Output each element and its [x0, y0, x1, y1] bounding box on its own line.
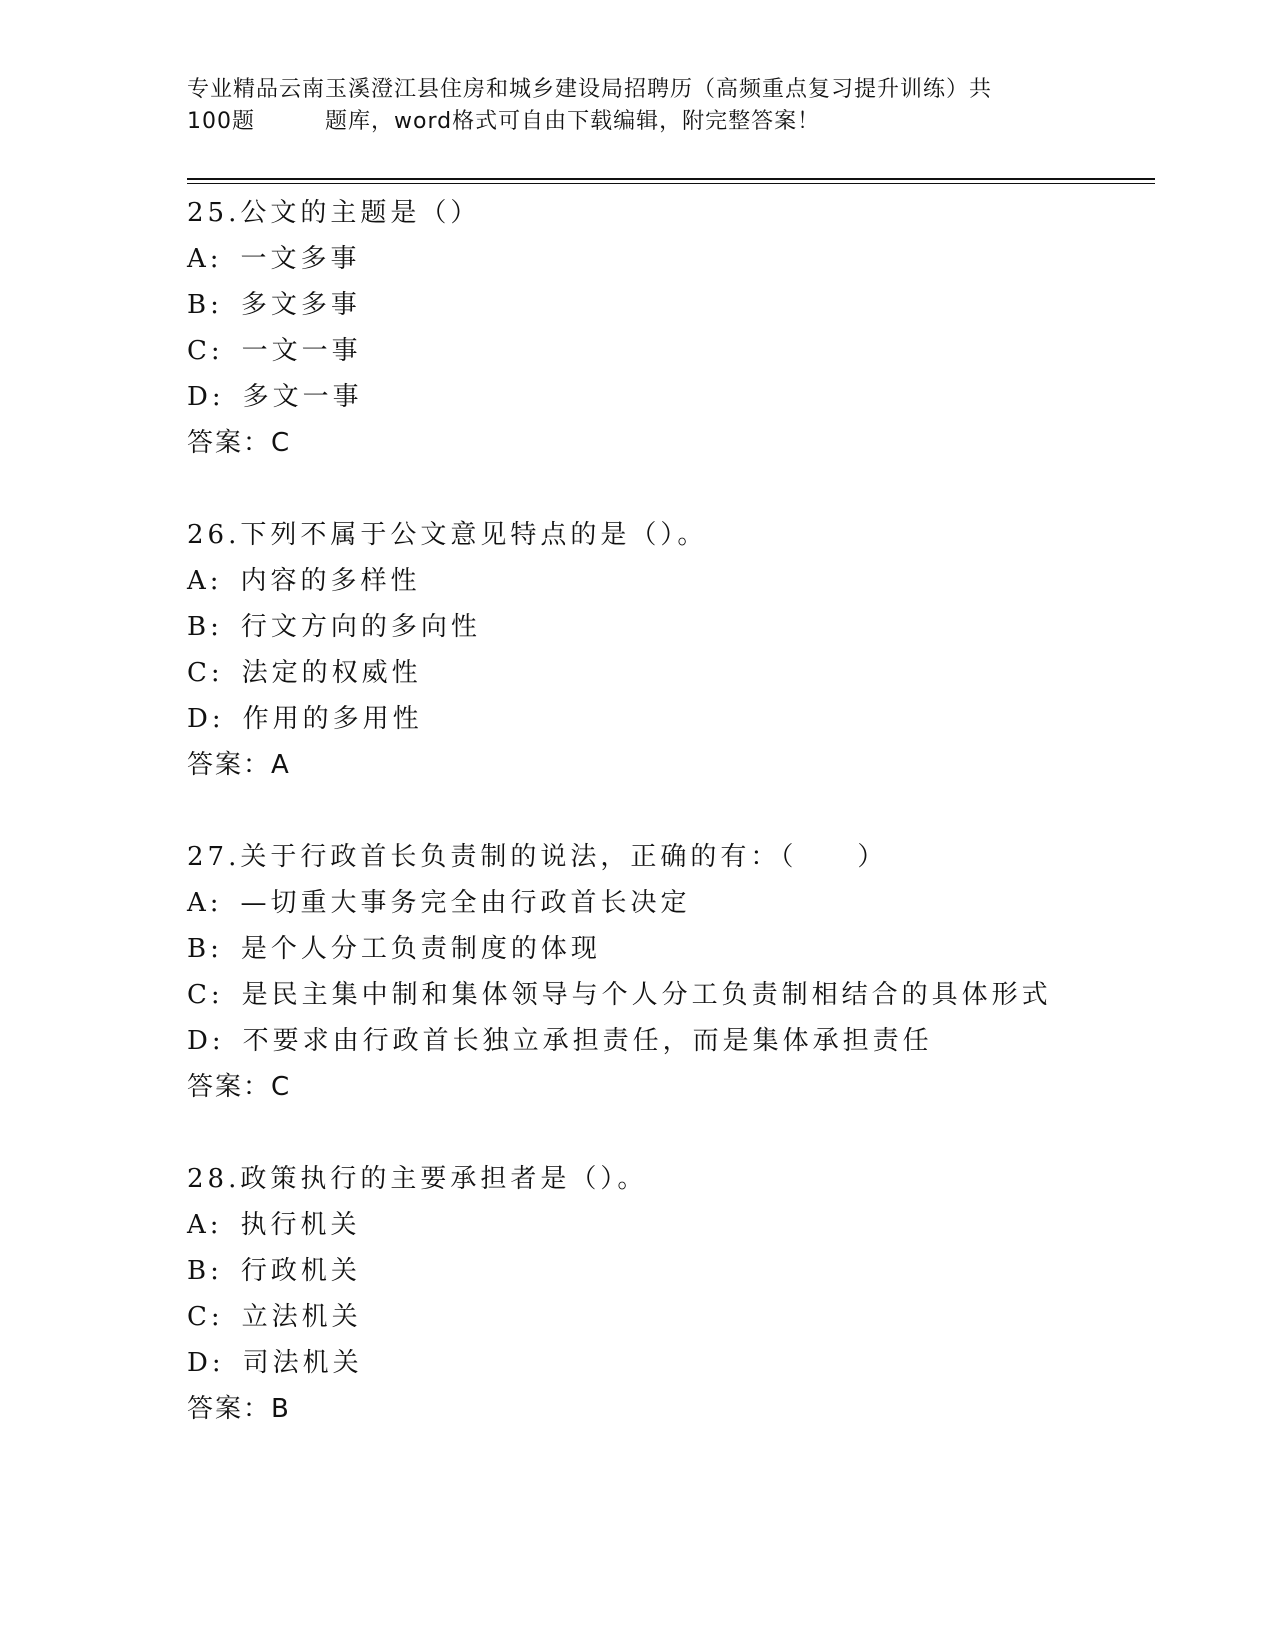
option-c — [187, 328, 1147, 374]
option-text: 作用的多用性 — [242, 704, 423, 734]
option-letter: C: — [187, 336, 224, 366]
option-text: 多文一事 — [242, 382, 363, 412]
header-line-2 — [187, 106, 1087, 138]
question-list — [187, 190, 1147, 1432]
answer-line: 答案：B — [187, 1394, 291, 1424]
option-letter: B: — [187, 612, 223, 642]
question-text: 27.关于行政首长负责制的说法，正确的有：（ ） — [187, 842, 888, 872]
option-letter: B: — [187, 1256, 223, 1286]
option-text: 一文一事 — [241, 336, 362, 366]
header-line-1: 专业精品云南玉溪澄江县住房和城乡建设局招聘历（高频重点复习提升训练）共 — [187, 77, 993, 102]
question-27 — [187, 834, 1147, 1110]
option-d — [187, 1018, 1147, 1064]
option-b — [187, 282, 1147, 328]
option-d — [187, 696, 1147, 742]
option-b — [187, 1248, 1147, 1294]
option-text: —切重大事务完全由行政首长决定 — [240, 888, 691, 918]
question-text: 25.公文的主题是（） — [187, 198, 481, 228]
header-divider-thin — [187, 183, 1155, 184]
question-text: 26.下列不属于公文意见特点的是（）。 — [187, 520, 708, 550]
option-text: 不要求由行政首长独立承担责任，而是集体承担责任 — [242, 1026, 933, 1056]
option-text: 内容的多样性 — [240, 566, 421, 596]
answer-line: 答案：A — [187, 750, 291, 780]
option-text: 是民主集中制和集体领导与个人分工负责制相结合的具体形式 — [241, 980, 1052, 1010]
option-letter: C: — [187, 980, 224, 1010]
question-text: 28.政策执行的主要承担者是（）。 — [187, 1164, 648, 1194]
option-text: 司法机关 — [242, 1348, 363, 1378]
option-letter: A: — [187, 566, 223, 596]
option-a — [187, 236, 1147, 282]
answer-line: 答案：C — [187, 1072, 292, 1102]
option-letter: D: — [187, 704, 225, 734]
option-c — [187, 650, 1147, 696]
option-letter: C: — [187, 1302, 224, 1332]
option-a — [187, 558, 1147, 604]
option-letter: A: — [187, 244, 223, 274]
option-text: 一文多事 — [240, 244, 361, 274]
option-b — [187, 604, 1147, 650]
option-letter: C: — [187, 658, 224, 688]
option-text: 是个人分工负责制度的体现 — [240, 934, 601, 964]
header-divider-thick — [187, 178, 1155, 180]
option-letter: B: — [187, 934, 223, 964]
option-letter: D: — [187, 382, 225, 412]
option-text: 执行机关 — [240, 1210, 361, 1240]
document-header — [187, 74, 1087, 138]
option-letter: D: — [187, 1348, 225, 1378]
option-b — [187, 926, 1147, 972]
option-text: 法定的权威性 — [241, 658, 422, 688]
option-text: 行政机关 — [240, 1256, 361, 1286]
header-question-count: 100题 — [187, 109, 255, 134]
option-d — [187, 374, 1147, 420]
option-letter: A: — [187, 888, 223, 918]
question-28 — [187, 1156, 1147, 1432]
option-a — [187, 880, 1147, 926]
option-letter: D: — [187, 1026, 225, 1056]
question-26 — [187, 512, 1147, 788]
option-d — [187, 1340, 1147, 1386]
option-letter: B: — [187, 290, 223, 320]
question-25 — [187, 190, 1147, 466]
option-text: 多文多事 — [240, 290, 361, 320]
option-a — [187, 1202, 1147, 1248]
answer-line: 答案：C — [187, 428, 292, 458]
option-text: 行文方向的多向性 — [240, 612, 481, 642]
option-c — [187, 1294, 1147, 1340]
option-text: 立法机关 — [241, 1302, 362, 1332]
header-description: 题库，word格式可自由下载编辑，附完整答案！ — [325, 109, 821, 134]
option-letter: A: — [187, 1210, 223, 1240]
option-c — [187, 972, 1147, 1018]
